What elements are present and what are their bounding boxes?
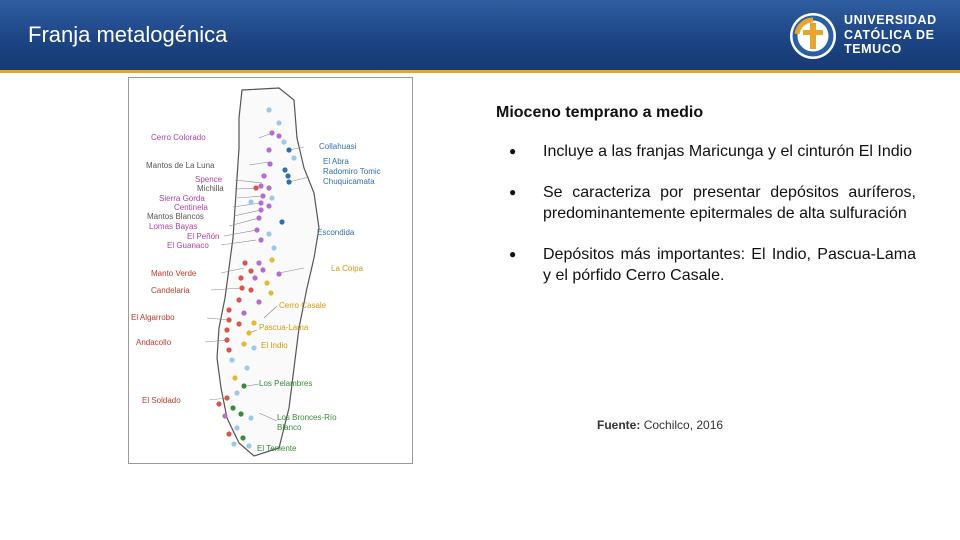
map-label: Los Bronces-Río: [277, 413, 337, 422]
map-label: El Teniente: [257, 444, 297, 453]
bullet-dot-icon: ●: [509, 247, 517, 261]
map-label: Centinela: [174, 203, 208, 212]
map-label: Blanco: [277, 423, 302, 432]
map-label: Lomas Bayas: [149, 222, 198, 231]
bullet-list: [496, 141, 916, 286]
map-label: Spence: [195, 175, 223, 184]
map-label: Andacollo: [136, 338, 172, 347]
map-label: Mantos de La Luna: [146, 161, 215, 170]
bullet-text: Se caracteriza por presentar depósitos auríferos, predominantemente epitermales de alta sulfuración: [543, 184, 916, 222]
bullet-item: [496, 141, 916, 162]
source-citation: [597, 418, 723, 432]
bullet-item: [496, 182, 916, 224]
map-label: Radomiro Tomic: [323, 167, 381, 176]
map-label: Cerro Casale: [279, 301, 327, 310]
university-logo: [788, 8, 953, 64]
logo-text: [844, 13, 937, 57]
page-title: Franja metalogénica: [28, 22, 228, 47]
logo-line-2: CATÓLICA DE: [844, 27, 935, 42]
map-label: El Indio: [261, 341, 288, 350]
map-label: Manto Verde: [151, 269, 197, 278]
map-label: La Coipa: [331, 264, 364, 273]
bullet-text: Incluye a las franjas Maricunga y el cinturón El Indio: [543, 143, 913, 160]
content-panel: [496, 104, 916, 306]
metallogenic-belt-map: [128, 77, 413, 464]
map-label: Candelaria: [151, 286, 190, 295]
map-label: Collahuasi: [319, 142, 357, 151]
logo-line-1: UNIVERSIDAD: [844, 13, 937, 27]
map-label: Chuquicamata: [323, 177, 375, 186]
map-label: Pascua-Lama: [259, 323, 309, 332]
bullet-dot-icon: ●: [509, 185, 517, 199]
map-labels-left: [131, 133, 224, 405]
logo-line-3: TEMUCO: [844, 42, 902, 56]
map-label: El Peñón: [187, 232, 220, 241]
chile-outline: [217, 88, 319, 456]
map-label: Michilla: [197, 184, 224, 193]
map-label: El Soldado: [142, 396, 181, 405]
map-label: El Guanaco: [167, 241, 209, 250]
bullet-dot-icon: ●: [509, 144, 517, 158]
map-label: Mantos Blancos: [147, 212, 204, 221]
bullet-item: [496, 244, 916, 286]
source-text: Cochilco, 2016: [643, 418, 724, 432]
map-label: Los Pelambres: [259, 379, 313, 388]
logo-emblem-icon: [788, 11, 838, 61]
map-label: Sierra Gorda: [159, 194, 205, 203]
map-label: El Algarrobo: [131, 313, 175, 322]
chile-map-figure: [129, 78, 412, 463]
map-label: El Abra: [323, 157, 349, 166]
header-accent-line: [0, 70, 960, 73]
map-label: Escondida: [317, 228, 355, 237]
header-bar: [0, 0, 960, 70]
source-label: Fuente:: [597, 418, 641, 432]
bullet-text: Depósitos más importantes: El Indio, Pascua-Lama y el pórfido Cerro Casale.: [543, 246, 916, 284]
map-label: Cerro Colorado: [151, 133, 206, 142]
section-heading: Mioceno temprano a medio: [496, 104, 704, 121]
